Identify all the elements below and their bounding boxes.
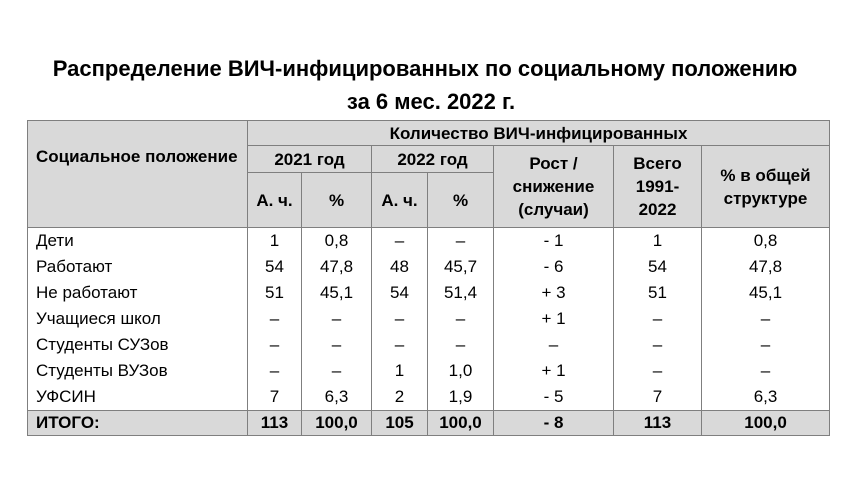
table-row (28, 280, 830, 306)
row-label: Дети (28, 228, 248, 255)
cell-abs-2021: – (248, 306, 302, 332)
cell-share: – (702, 332, 830, 358)
table-row (28, 306, 830, 332)
cell-growth: + 1 (494, 358, 614, 384)
cell-share: 0,8 (702, 228, 830, 255)
total-pct-2022: 100,0 (428, 411, 494, 436)
total-pct-2021: 100,0 (302, 411, 372, 436)
total-abs-2022: 105 (372, 411, 428, 436)
cell-abs-2022: 2 (372, 384, 428, 411)
table-row (28, 228, 830, 255)
hiv-count-group-header: Количество ВИЧ-инфицированных (248, 121, 830, 146)
cell-pct-2022: 45,7 (428, 254, 494, 280)
table-row (28, 384, 830, 411)
total-growth: - 8 (494, 411, 614, 436)
hiv-social-status-table (27, 120, 830, 436)
cell-abs-2022: – (372, 332, 428, 358)
social-status-header: Социальное положение (28, 121, 248, 228)
total-period-header: Всего 1991-2022 (614, 146, 702, 228)
table-row (28, 332, 830, 358)
table-row (28, 358, 830, 384)
cell-growth: - 5 (494, 384, 614, 411)
cell-pct-2022: 1,9 (428, 384, 494, 411)
cell-pct-2022: – (428, 332, 494, 358)
cell-abs-2022: 54 (372, 280, 428, 306)
cell-growth: – (494, 332, 614, 358)
row-label: Не работают (28, 280, 248, 306)
cell-growth: - 6 (494, 254, 614, 280)
total-period: 113 (614, 411, 702, 436)
cell-abs-2021: 1 (248, 228, 302, 255)
cell-total: 51 (614, 280, 702, 306)
cell-pct-2021: – (302, 332, 372, 358)
cell-total: 54 (614, 254, 702, 280)
cell-pct-2022: 1,0 (428, 358, 494, 384)
cell-abs-2021: 51 (248, 280, 302, 306)
cell-abs-2021: – (248, 358, 302, 384)
cell-pct-2022: 51,4 (428, 280, 494, 306)
pct-2022-header: % (428, 173, 494, 228)
cell-abs-2021: 7 (248, 384, 302, 411)
cell-total: – (614, 306, 702, 332)
growth-header: Рост / снижение (случаи) (494, 146, 614, 228)
cell-pct-2021: 47,8 (302, 254, 372, 280)
row-label: УФСИН (28, 384, 248, 411)
cell-pct-2021: – (302, 358, 372, 384)
cell-abs-2021: – (248, 332, 302, 358)
total-label: ИТОГО: (28, 411, 248, 436)
cell-abs-2022: – (372, 306, 428, 332)
total-abs-2021: 113 (248, 411, 302, 436)
total-share: 100,0 (702, 411, 830, 436)
row-label: Учащиеся школ (28, 306, 248, 332)
cell-pct-2021: – (302, 306, 372, 332)
cell-abs-2022: 1 (372, 358, 428, 384)
cell-pct-2022: – (428, 228, 494, 255)
cell-growth: + 3 (494, 280, 614, 306)
total-row (28, 411, 830, 436)
abs-2021-header: А. ч. (248, 173, 302, 228)
cell-abs-2022: 48 (372, 254, 428, 280)
cell-pct-2022: – (428, 306, 494, 332)
cell-total: 7 (614, 384, 702, 411)
cell-total: – (614, 358, 702, 384)
cell-share: 47,8 (702, 254, 830, 280)
cell-share: 45,1 (702, 280, 830, 306)
table-row (28, 254, 830, 280)
abs-2022-header: А. ч. (372, 173, 428, 228)
pct-2021-header: % (302, 173, 372, 228)
cell-growth: - 1 (494, 228, 614, 255)
share-header: % в общей структуре (702, 146, 830, 228)
cell-pct-2021: 45,1 (302, 280, 372, 306)
year-2021-header: 2021 год (248, 146, 372, 173)
cell-pct-2021: 6,3 (302, 384, 372, 411)
cell-share: – (702, 306, 830, 332)
cell-total: – (614, 332, 702, 358)
cell-total: 1 (614, 228, 702, 255)
row-label: Студенты ВУЗов (28, 358, 248, 384)
cell-abs-2022: – (372, 228, 428, 255)
row-label: Работают (28, 254, 248, 280)
page-subtitle: за 6 мес. 2022 г. (346, 89, 516, 114)
year-2022-header: 2022 год (372, 146, 494, 173)
cell-share: 6,3 (702, 384, 830, 411)
page-title: Распределение ВИЧ-инфицированных по социальному положению (52, 56, 798, 81)
cell-share: – (702, 358, 830, 384)
cell-abs-2021: 54 (248, 254, 302, 280)
cell-growth: + 1 (494, 306, 614, 332)
cell-pct-2021: 0,8 (302, 228, 372, 255)
row-label: Студенты СУЗов (28, 332, 248, 358)
